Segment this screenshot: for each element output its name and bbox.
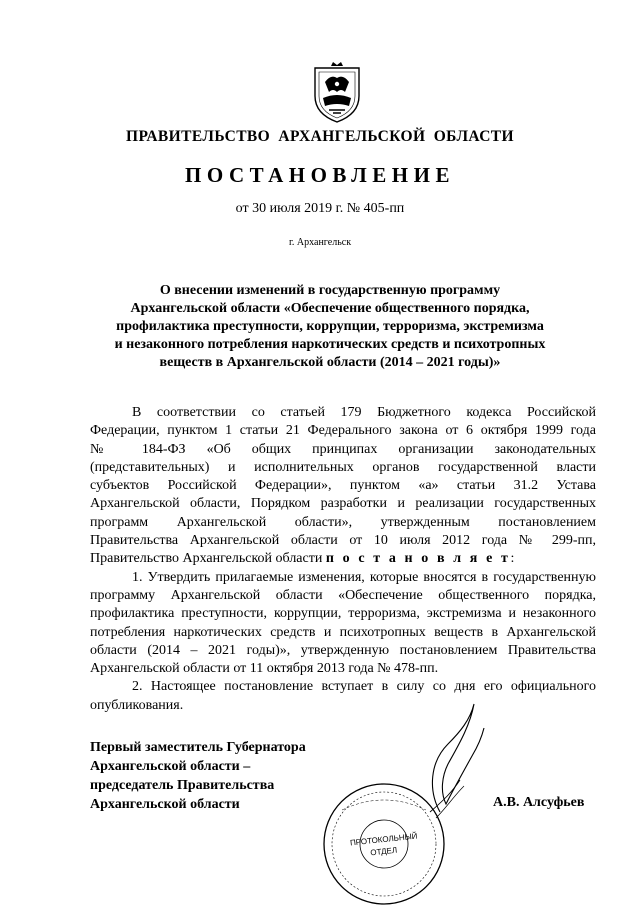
preamble-line: В соответствии со статьей 179 Бюджетного кодекса Российской [132,405,596,420]
preamble-line: Архангельской области, Порядком разработки и реализации государственных [90,496,596,512]
title-line: Архангельской области «Обеспечение общественного порядка, [130,301,530,316]
document-body [90,404,596,715]
signatory-name: А.В. Алсуфьев [493,795,585,810]
title-line: профилактика преступности, коррупции, терроризма, экстремизма [116,319,544,334]
decree-word: п о с т а н о в л я е т [325,551,511,567]
preamble-line: Правительства Архангельской области от 10 июля 2012 года № 299-пп, [90,533,596,549]
document-type: ПОСТАНОВЛЕНИЕ [185,163,455,187]
decree-line [90,550,596,568]
date-and-number: от 30 июля 2019 г. № 405-пп [235,201,405,216]
stamp-text: ПРОТОКОЛЬНЫЙ [349,831,418,848]
preamble-line: № 184-ФЗ «Об общих принципах организации законодательных [90,441,596,457]
item1-line: профилактика преступности, коррупции, терроризма, экстремизма и незаконного [90,606,596,622]
item1-line: программу Архангельской области «Обеспечение общественного порядка, [90,587,596,603]
preamble-line: (представительных) и исполнительных органов государственной власти [90,459,596,475]
stamp-text: ОТДЕЛ [369,845,398,858]
item2-line: опубликования. [90,697,184,713]
preamble-line: субъектов Российской Федерации», пунктом «а» статьи 31.2 Устава [90,478,596,494]
title-line: О внесении изменений в государственную программу [159,283,501,298]
position-line: Архангельской области [90,797,240,812]
coat-of-arms-emblem [311,62,363,124]
position-line: председатель Правительства [90,778,275,793]
position-line: Архангельской области – [90,759,251,774]
title-line: веществ в Архангельской области (2014 – 2021 годы)» [159,355,501,370]
position-line: Первый заместитель Губернатора [90,740,306,755]
item1-line: области (2014 – 2021 годы)», утвержденную постановлением Правительства [90,642,596,658]
decree-prefix: Правительство Архангельской области [90,551,326,567]
item2-line: 2. Настоящее постановление вступает в силу со дня его официального [132,679,596,695]
city: г. Архангельск [288,237,352,248]
title-line: и незаконного потребления наркотических средств и психотропных [114,337,546,352]
signatory-position [90,738,306,814]
item1-line: потребления наркотических средств и психотропных веществ в Архангельской [90,624,596,640]
document-title [95,282,565,372]
item1-line: 1. Утвердить прилагаемые изменения, которые вносятся в государственную [132,569,596,585]
decree-colon: : [510,551,515,567]
preamble-line: Федерации, пунктом 1 статьи 21 Федерального закона от 6 октября 1999 года [90,423,596,439]
government-name: ПРАВИТЕЛЬСТВО АРХАНГЕЛЬСКОЙ ОБЛАСТИ [125,128,514,145]
item1-line: Архангельской области от 11 октября 2013 года № 478-пп. [90,661,439,677]
preamble-line: программ Архангельской области», утвержденным постановлением [90,514,596,530]
handwritten-signature [400,700,490,820]
